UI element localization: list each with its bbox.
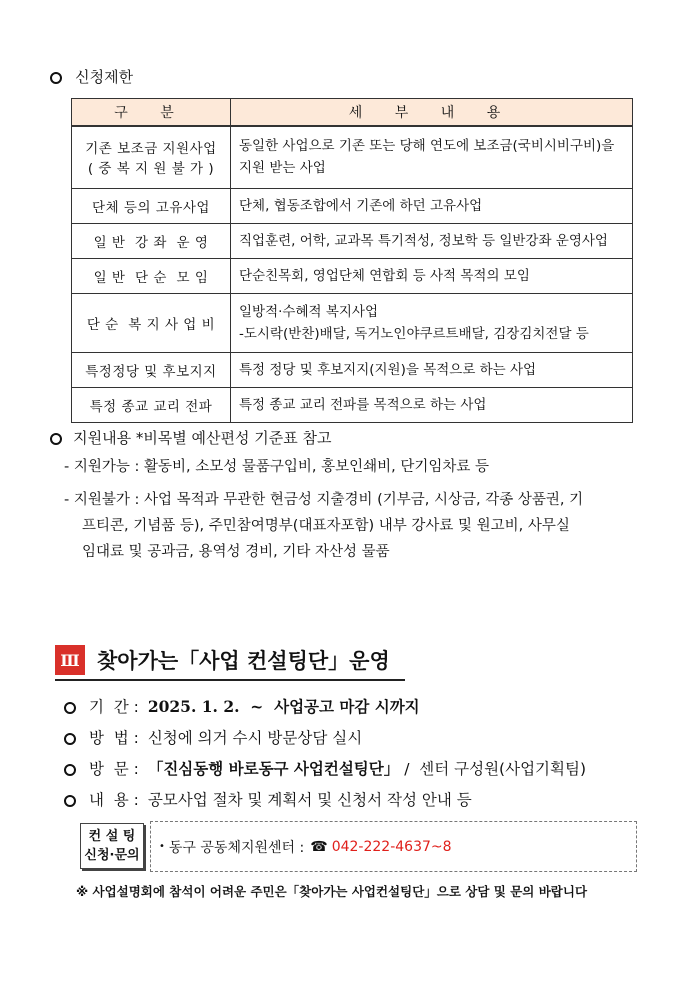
contact-text: 동구 공동체지원센터 : xyxy=(168,839,305,856)
circle-bullet-icon xyxy=(64,702,76,714)
table-row xyxy=(72,258,633,293)
list-item: 방 문 : 「진심동행 바로동구 사업컨설팅단」 / 센터 구성원(사업기획팀) xyxy=(64,754,586,785)
row-category: 특정 종교 교리 전파 xyxy=(72,387,231,422)
table-row xyxy=(72,188,633,223)
row-detail: 단순친목회, 영업단체 연합회 등 사적 목적의 모임 xyxy=(231,258,633,293)
contact-box xyxy=(150,821,637,872)
list-item: 방 법 : 신청에 의거 수시 방문상담 실시 xyxy=(64,723,586,754)
circle-bullet-icon xyxy=(64,764,76,776)
header-detail: 세 부 내 용 xyxy=(231,99,633,127)
row-detail: 직업훈련, 어학, 교과목 특기적성, 정보학 등 일반강좌 운영사업 xyxy=(231,223,633,258)
row-category: 일 반 단 순 모 임 xyxy=(72,258,231,293)
row-detail: 특정 종교 교리 전파를 목적으로 하는 사업 xyxy=(231,387,633,422)
dot-bullet-icon: • xyxy=(159,841,165,852)
row-detail-sub: -도시락(반찬)배달, 독거노인야쿠르트배달, 김장김치전달 등 xyxy=(239,325,589,342)
table-header-row xyxy=(72,99,633,127)
circle-bullet-icon xyxy=(50,72,62,84)
row-category-sub: ( 중 복 지 원 불 가 ) xyxy=(87,161,215,178)
row-category: 단체 등의 고유사업 xyxy=(72,188,231,223)
section-title: 찾아가는「사업 컨설팅단」운영 xyxy=(97,649,390,673)
contact-phone: 042-222-4637~8 xyxy=(331,838,452,855)
table-row xyxy=(72,223,633,258)
section-heading xyxy=(55,645,390,675)
phone-icon: ☎ xyxy=(310,838,328,855)
row-category: 기존 보조금 지원사업 xyxy=(85,141,217,158)
restriction-heading: 신청제한 xyxy=(50,66,133,87)
section-underline xyxy=(55,679,405,681)
circle-bullet-icon xyxy=(64,795,76,807)
support-heading: 지원내용 *비목별 예산편성 기준표 참고 xyxy=(50,427,332,448)
support-not-allowed: - 지원불가 : 사업 목적과 무관한 현금성 지출경비 (기부금, 시상금, 각종 상품권, 기 프티콘, 기념품 등), 주민참여명부(대표자포함) 내부 강사료 및 원고비, 사무실 임대료 및 공과금, 용역성 경비, 기타 자산성 물품 xyxy=(64,492,584,560)
row-detail: 특정 정당 및 후보지지(지원)을 목적으로 하는 사업 xyxy=(231,352,633,387)
table-row xyxy=(72,352,633,387)
contact-label: 컨 설 팅 신청·문의 xyxy=(80,823,144,869)
list-item: 내 용 : 공모사업 절차 및 계획서 및 신청서 작성 안내 등 xyxy=(64,785,586,816)
footer-note: ※ 사업설명회에 참석이 어려운 주민은「찾아가는 사업컨설팅단」으로 상담 및 문의 바랍니다 xyxy=(76,884,588,899)
support-allowed: - 지원가능 : 활동비, 소모성 물품구입비, 홍보인쇄비, 단기임차료 등 xyxy=(64,459,489,475)
row-detail-sub: 지원 받는 사업 xyxy=(239,160,326,177)
row-category: 단 순 복 지 사 업 비 xyxy=(72,293,231,352)
table-row xyxy=(72,126,633,188)
row-detail: 동일한 사업으로 기존 또는 당해 연도에 보조금(국비시비구비)을 xyxy=(239,138,615,155)
section-items xyxy=(64,691,586,816)
table-row xyxy=(72,387,633,422)
list-item: 기 간 : 2025. 1. 2. ~ 사업공고 마감 시까지 xyxy=(64,691,586,723)
row-detail: 단체, 협동조합에서 기존에 하던 고유사업 xyxy=(231,188,633,223)
row-category: 일 반 강 좌 운 영 xyxy=(72,223,231,258)
row-category: 특정정당 및 후보지지 xyxy=(72,352,231,387)
table-row xyxy=(72,293,633,352)
section-number: Ⅲ xyxy=(55,645,85,675)
circle-bullet-icon xyxy=(50,433,62,445)
row-detail: 일방적·수혜적 복지사업 xyxy=(239,303,378,320)
restriction-table xyxy=(71,98,633,423)
header-category: 구 분 xyxy=(72,99,231,127)
circle-bullet-icon xyxy=(64,733,76,745)
